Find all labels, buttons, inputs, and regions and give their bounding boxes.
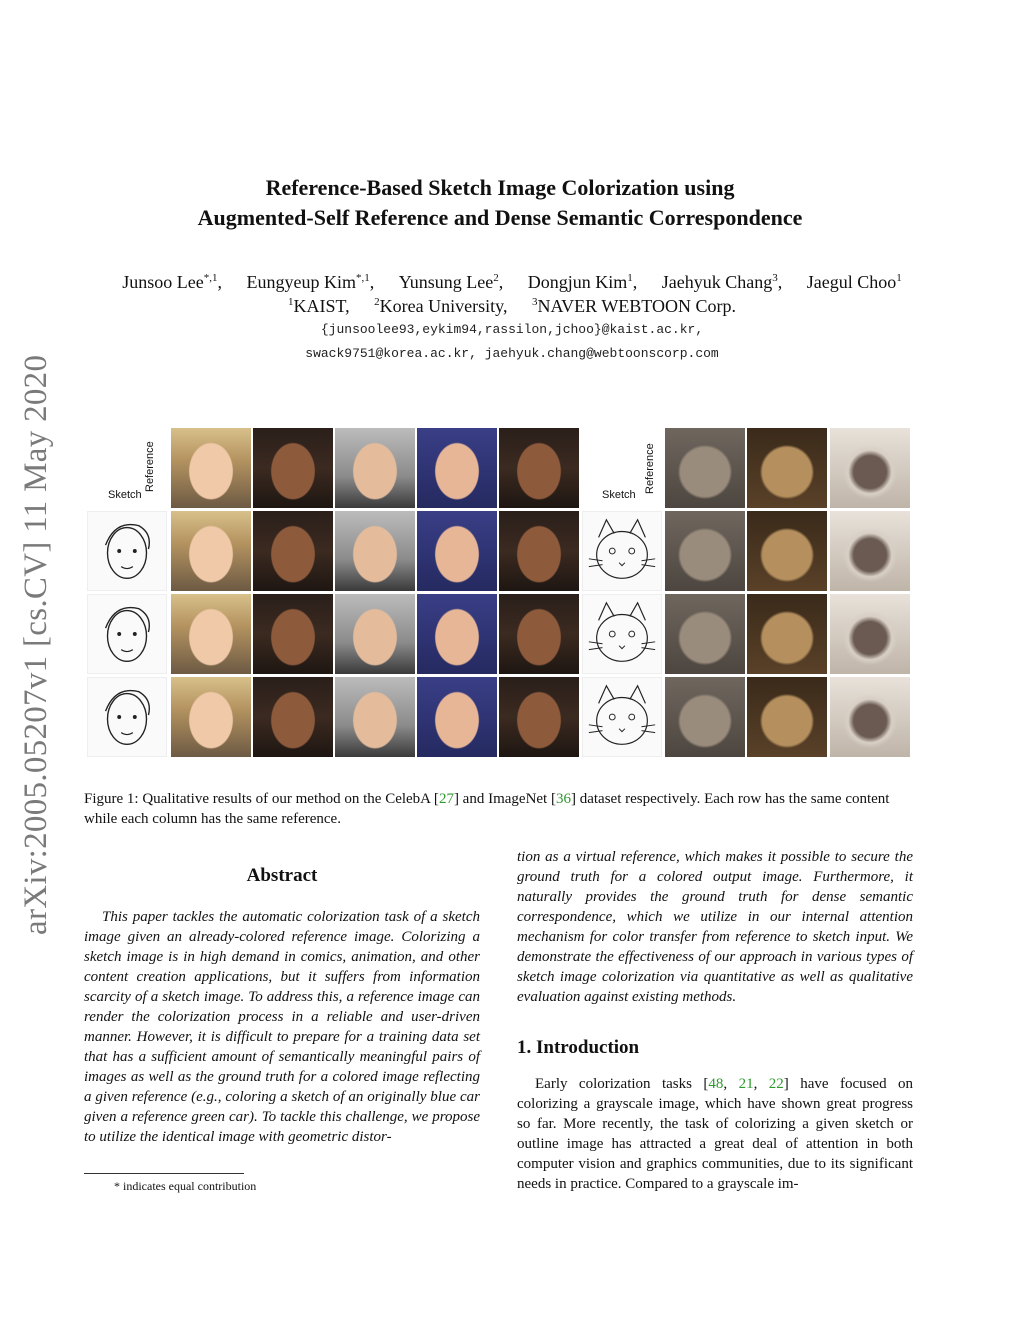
- reference-image: [417, 428, 497, 508]
- sketch-image: [87, 594, 167, 674]
- figure-caption: Figure 1: Qualitative results of our method on the CelebA [27] and ImageNet [36] dataset respectively. Each row has the same content while each column has the same reference.: [84, 791, 890, 827]
- citation-link[interactable]: 27: [438, 791, 454, 807]
- colorized-result: [830, 511, 910, 591]
- intro-heading: 1. Introduction: [517, 1037, 640, 1058]
- colorized-result: [253, 677, 333, 757]
- colorized-result: [665, 511, 745, 591]
- author: Eungyeup Kim$^{*,1}$,: [246, 272, 375, 292]
- affiliation-list: [0, 294, 1024, 318]
- paper-title-line2: Augmented-Self Reference and Dense Semantic Correspondence: [197, 205, 803, 230]
- colorized-result: [499, 594, 579, 674]
- reference-image: [171, 428, 251, 508]
- colorized-result: [747, 511, 827, 591]
- email-line1: {junsoolee93,eykim94,rassilon,jchoo}@kaist.ac.kr,: [320, 322, 704, 337]
- reference-label: Reference: [644, 443, 656, 494]
- colorized-result: [499, 511, 579, 591]
- footnote-rule: [84, 1173, 244, 1174]
- citation-link[interactable]: 22: [768, 1076, 784, 1092]
- colorized-result: [335, 594, 415, 674]
- citation-link[interactable]: 21: [738, 1076, 754, 1092]
- sketch-image: [87, 511, 167, 591]
- reference-image: [665, 428, 745, 508]
- reference-label: Reference: [144, 441, 156, 492]
- affiliation: $^1$KAIST,: [288, 296, 350, 316]
- sketch-label: Sketch: [108, 489, 142, 501]
- footnote: * indicates equal contribution: [114, 1179, 257, 1193]
- colorized-result: [417, 677, 497, 757]
- author: Jaehyuk Chang$^3$,: [661, 272, 783, 292]
- colorized-result: [417, 511, 497, 591]
- colorized-result: [417, 594, 497, 674]
- citation-link[interactable]: 48: [708, 1076, 724, 1092]
- colorized-result: [335, 511, 415, 591]
- colorized-result: [253, 594, 333, 674]
- affiliation: $^2$Korea University,: [374, 296, 508, 316]
- author: Jaegul Choo$^1$: [806, 272, 902, 292]
- citation-link[interactable]: 36: [555, 791, 571, 807]
- reference-image: [830, 428, 910, 508]
- sketch-label: Sketch: [602, 489, 636, 501]
- colorized-result: [747, 677, 827, 757]
- colorized-result: [171, 511, 251, 591]
- colorized-result: [830, 594, 910, 674]
- author-list: [0, 270, 1024, 294]
- colorized-result: [171, 677, 251, 757]
- email-line2: swack9751@korea.ac.kr, jaehyuk.chang@webtoonscorp.com: [305, 346, 719, 361]
- colorized-result: [335, 677, 415, 757]
- sketch-image: [87, 677, 167, 757]
- arxiv-stamp: arXiv:2005.05207v1 [cs.CV] 11 May 2020: [18, 354, 54, 935]
- reference-image: [747, 428, 827, 508]
- abstract-continued: tion as a virtual reference, which makes it possible to secure the ground truth for a colored output image. Furthermore, it naturally provides the ground truth for dense semantic correspondence, which we utilize in our internal attention mechanism for color transfer from reference to sketch input. We demonstrate the effectiveness of our approach in various types of sketch image colorization via quantitative as well as qualitative evaluation against existing methods.: [517, 849, 913, 1005]
- colorized-result: [747, 594, 827, 674]
- intro-body: Early colorization tasks [48, 21, 22] have focused on colorizing a grayscale image, which have shown great progress so far. More recently, the task of colorizing a given sketch or outline image has attracted a great deal of attention in both computer vision and graphics communities, due to its significant needs in practice. Compared to a grayscale im-: [517, 1076, 914, 1192]
- colorized-result: [830, 677, 910, 757]
- author: Yunsung Lee$^2$,: [398, 272, 504, 292]
- sketch-image: [582, 677, 662, 757]
- author: Junsoo Lee$^{*,1}$,: [122, 272, 222, 292]
- sketch-image: [582, 511, 662, 591]
- reference-image: [335, 428, 415, 508]
- author: Dongjun Kim$^1$,: [527, 272, 638, 292]
- sketch-image: [582, 594, 662, 674]
- abstract-body: This paper tackles the automatic colorization task of a sketch image given an already-colored reference image. Colorizing a sketch image is in high demand in comics, animation, and other content creation applications, but it suffers from information scarcity of a sketch image. To address this, a reference image can render the colorization process in a reliable and user-driven manner. However, it is difficult to prepare for a training data set that has a sufficient amount of semantically meaningful pairs of images as well as the ground truth for a colored image reflecting a given reference (e.g., coloring a sketch of an originally blue car given a reference green car). To tackle this challenge, we propose to utilize the identical image with geometric distor-: [84, 909, 480, 1145]
- colorized-result: [499, 677, 579, 757]
- reference-image: [499, 428, 579, 508]
- colorized-result: [665, 594, 745, 674]
- colorized-result: [665, 677, 745, 757]
- affiliation: $^3$NAVER WEBTOON Corp.: [531, 296, 736, 316]
- abstract-heading: Abstract: [246, 865, 318, 886]
- colorized-result: [253, 511, 333, 591]
- paper-title-line1: Reference-Based Sketch Image Colorization using: [265, 175, 735, 200]
- colorized-result: [171, 594, 251, 674]
- reference-image: [253, 428, 333, 508]
